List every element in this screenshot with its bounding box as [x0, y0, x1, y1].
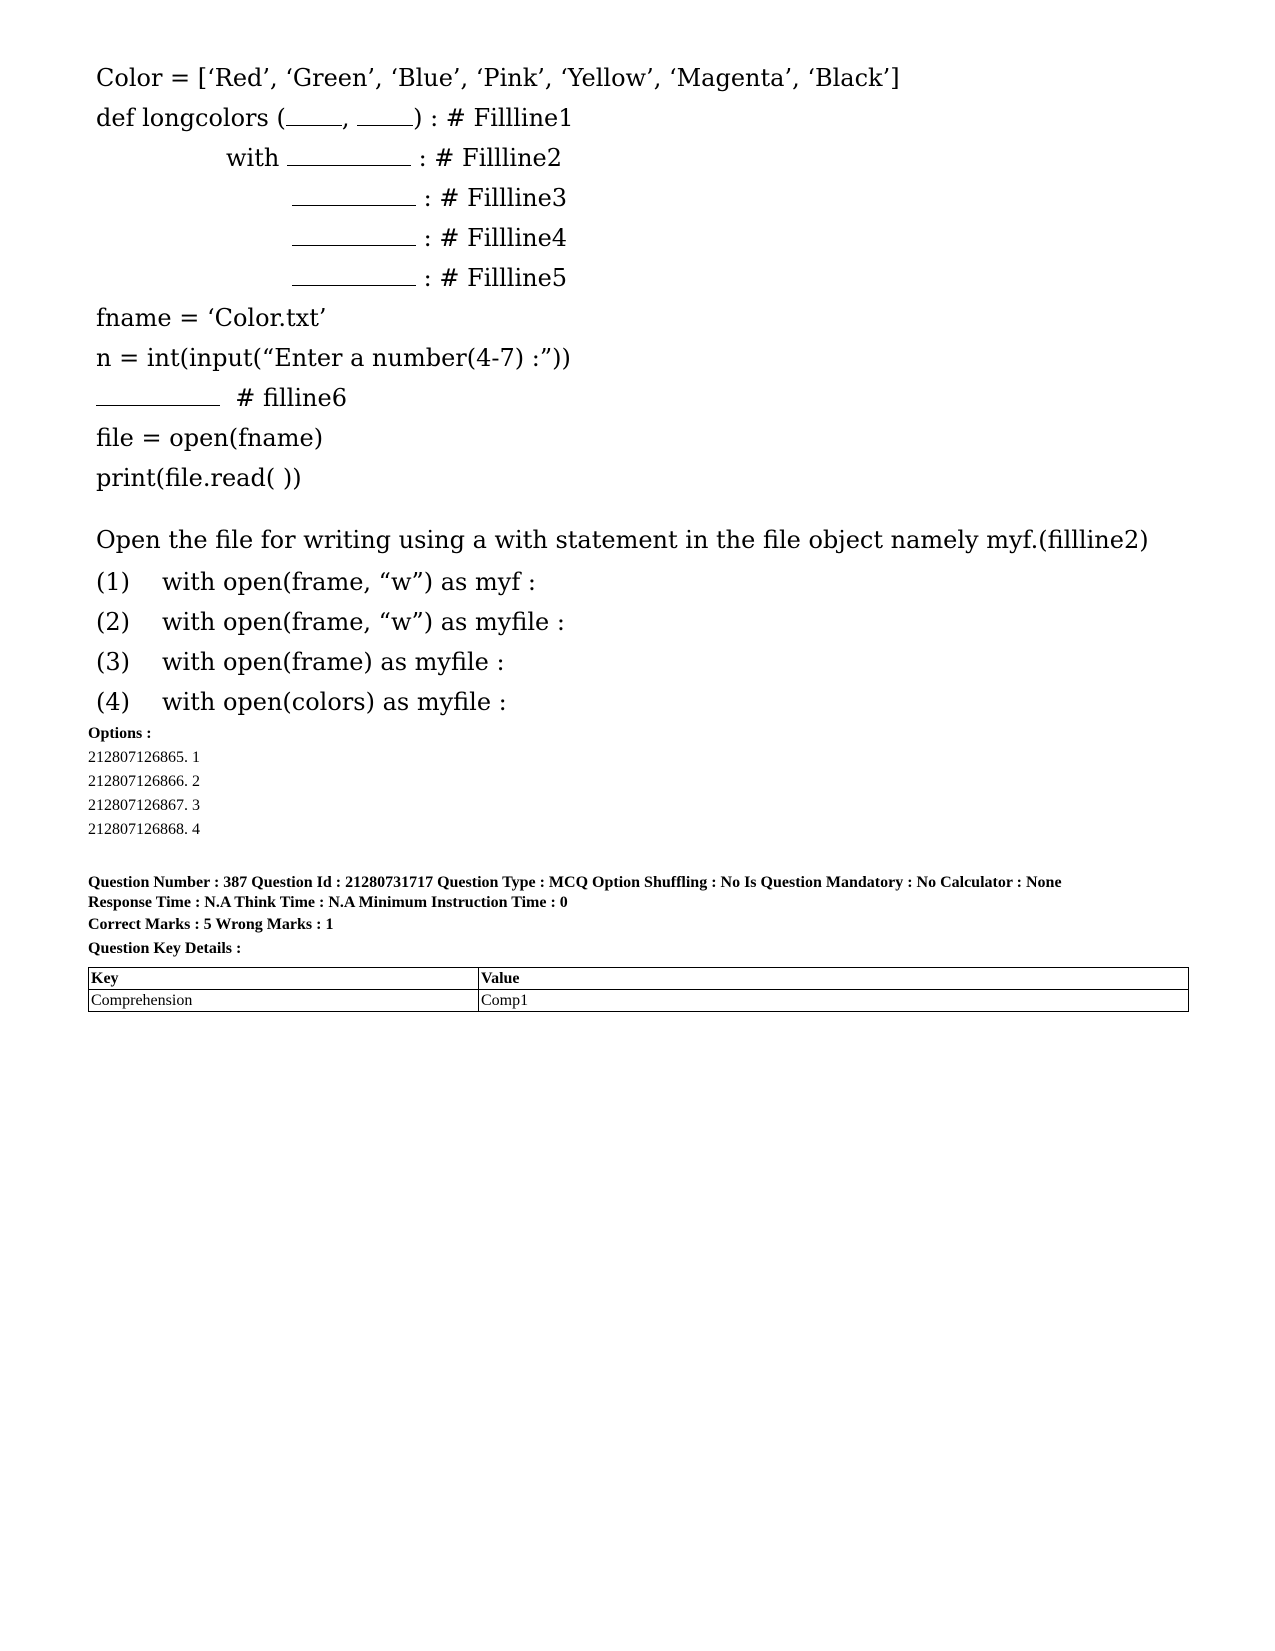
code-line-fill6: [96, 378, 1156, 418]
code-with-suffix: : # Fillline2: [410, 144, 562, 172]
code-fill4-suffix: : # Fillline4: [416, 224, 568, 252]
code-fill5-suffix: : # Fillline5: [416, 264, 568, 292]
code-line-color-list: Color = [‘Red’, ‘Green’, ‘Blue’, ‘Pink’, ‘Yellow’, ‘Magenta’, ‘Black’]: [96, 64, 900, 92]
options-title: Options :: [88, 725, 152, 742]
fill-blank-3: [292, 179, 416, 206]
question-timing-line: Response Time : N.A Think Time : N.A Minimum Instruction Time : 0: [88, 894, 568, 911]
table-row: [89, 990, 1189, 1012]
fill-blank-6: [96, 379, 220, 406]
code-def-suffix: ) : # Fillline1: [413, 104, 574, 132]
code-with-prefix: with: [226, 144, 287, 172]
code-line-open: file = open(fname): [96, 424, 324, 452]
key-details-title: Question Key Details :: [88, 940, 242, 957]
question-stem: Open the file for writing using a with statement in the file object namely myf.(fillline2): [96, 526, 1149, 554]
question-choice: [96, 682, 1196, 722]
header-value: Value: [479, 968, 1189, 990]
code-line-fill5: [96, 258, 1156, 298]
choice-text: with open(colors) as myfile :: [162, 688, 507, 716]
fill-blank-2: [287, 139, 411, 166]
fill-blank-1a: [286, 99, 342, 126]
code-line-with: [96, 138, 1156, 178]
code-line-fname: fname = ‘Color.txt’: [96, 304, 327, 332]
option-item: 212807126868. 4: [88, 821, 200, 838]
code-snippet: [96, 58, 1156, 498]
option-item: 212807126866. 2: [88, 773, 200, 790]
choice-number: (4): [96, 688, 130, 716]
choice-number: (1): [96, 568, 130, 596]
code-line-input: n = int(input(“Enter a number(4-7) :”)): [96, 344, 571, 372]
code-fill3-suffix: : # Fillline3: [416, 184, 568, 212]
choice-number: (3): [96, 648, 130, 676]
fill-blank-4: [292, 219, 416, 246]
question-info: [88, 873, 1198, 961]
fill-blank-1b: [357, 99, 413, 126]
code-def-sep: ,: [341, 104, 358, 132]
question: [96, 520, 1196, 722]
option-item: 212807126865. 1: [88, 749, 200, 766]
question-choice: [96, 602, 1196, 642]
header-key: Key: [89, 968, 479, 990]
choice-text: with open(frame, “w”) as myfile :: [162, 608, 565, 636]
code-line-def: [96, 98, 1156, 138]
choice-number: (2): [96, 608, 130, 636]
question-info-line: Question Number : 387 Question Id : 21280731717 Question Type : MCQ Option Shuffling : No Is Question Mandatory : No Calculator : None: [88, 874, 1062, 891]
marks-line: Correct Marks : 5 Wrong Marks : 1: [88, 916, 334, 933]
choice-text: with open(frame, “w”) as myf :: [162, 568, 536, 596]
code-line-fill4: [96, 218, 1156, 258]
question-choice: [96, 562, 1196, 602]
choice-text: with open(frame) as myfile :: [162, 648, 505, 676]
key-details-table: [88, 967, 1189, 1012]
option-item: 212807126867. 3: [88, 797, 200, 814]
code-fill6-suffix: # filline6: [220, 384, 347, 412]
question-choice: [96, 642, 1196, 682]
options-list: [88, 722, 200, 842]
cell-key: Comprehension: [89, 990, 479, 1012]
cell-value: Comp1: [479, 990, 1189, 1012]
fill-blank-5: [292, 259, 416, 286]
code-def-prefix: def longcolors (: [96, 104, 286, 132]
table-header-row: [89, 968, 1189, 990]
code-line-fill3: [96, 178, 1156, 218]
code-line-print: print(file.read( )): [96, 464, 302, 492]
